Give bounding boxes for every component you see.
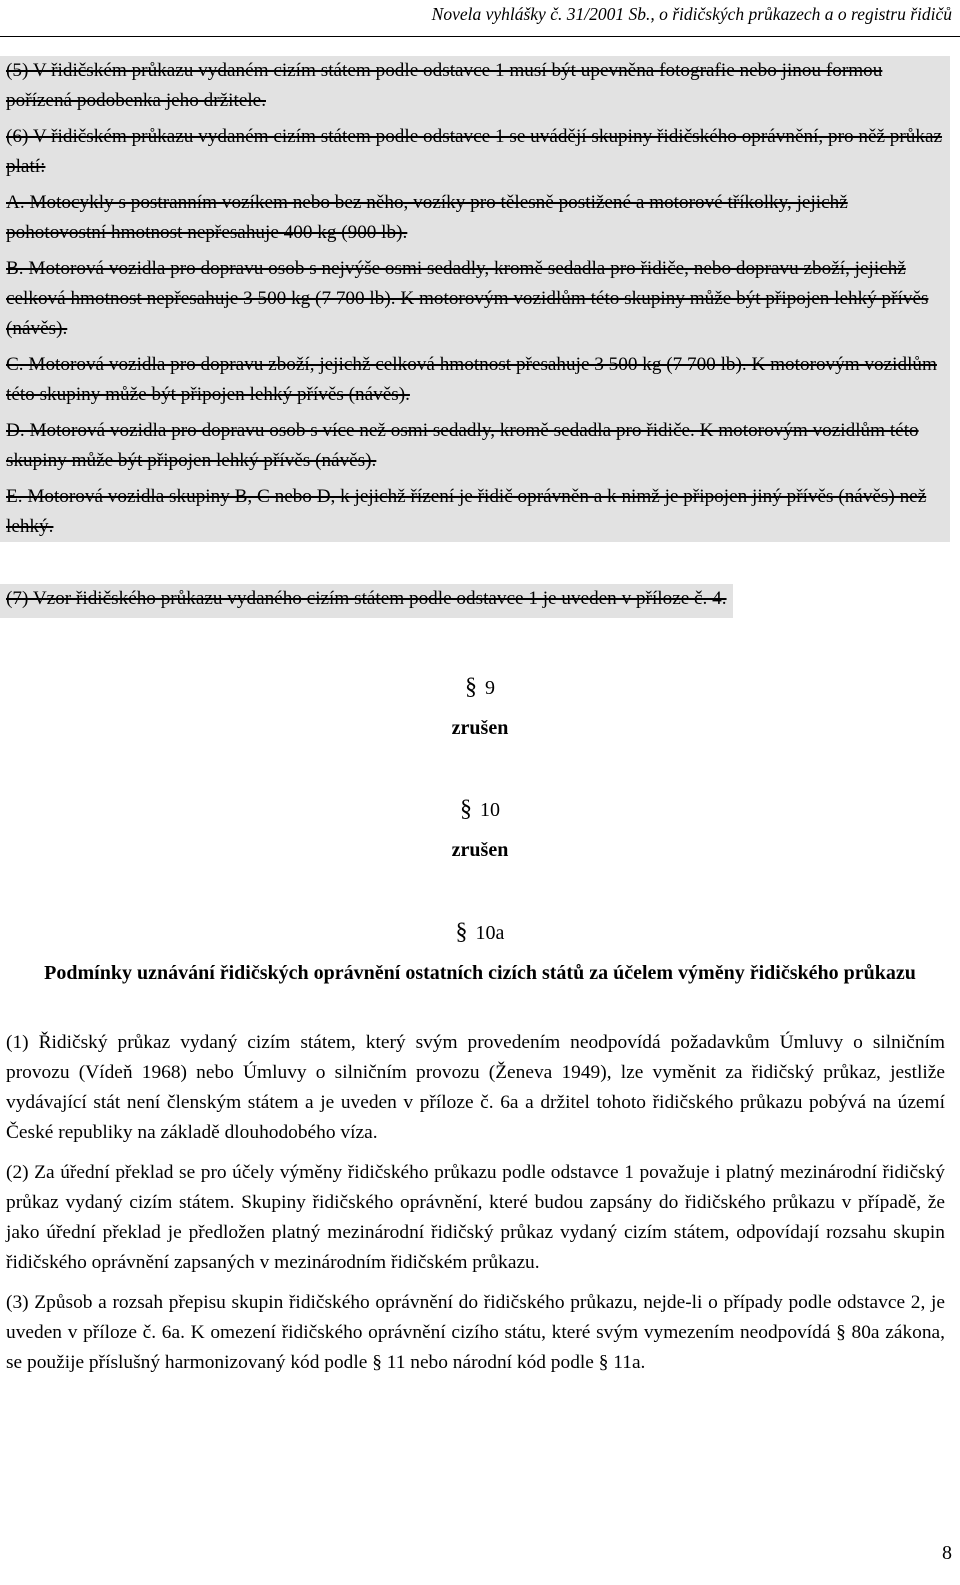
section-symbol: § xyxy=(460,796,472,822)
section-heading-10a xyxy=(0,917,960,948)
page-number: 8 xyxy=(942,1542,952,1564)
repealed-text-block xyxy=(0,56,950,542)
section-10-repealed-label: zrušen xyxy=(451,839,509,861)
repealed-paragraph-5: (5) V řidičském průkazu vydaném cizím státem podle odstavce 1 musí být upevněna fotografie nebo jinou formou pořízená podobenka jeho držitele. xyxy=(6,60,883,111)
repealed-group-e: E. Motorová vozidla skupiny B, C nebo D, k jejichž řízení je řidič oprávněn a k nimž je připojen jiný přívěs (návěs) než lehký. xyxy=(6,486,927,537)
section-number: 10 xyxy=(480,799,500,821)
paragraph-3: (3) Způsob a rozsah přepisu skupin řidičského oprávnění do řidičského průkazu, nejde-li o případy podle odstavce 2, je uveden v příloze č. 6a. K omezení řidičského oprávnění cizího státu, které svým vymezením neodpovídá § 80a zákona, se použije příslušný harmonizovaný kód podle § 11 nebo národní kód podle § 11a. xyxy=(6,1292,945,1373)
section-number: 10a xyxy=(475,922,505,944)
running-header: Novela vyhlášky č. 31/2001 Sb., o řidičských průkazech a o registru řidičů xyxy=(431,4,952,24)
section-symbol: § xyxy=(455,919,468,945)
header-rule xyxy=(0,36,960,37)
repealed-group-c: C. Motorová vozidla pro dopravu zboží, jejichž celková hmotnost přesahuje 3 500 kg (7 700 lb). K motorovým vozidlům této skupiny může být připojen lehký přívěs (návěs). xyxy=(6,354,937,405)
section-number: 9 xyxy=(485,677,495,699)
paragraph-2: (2) Za úřední překlad se pro účely výměny řidičského průkazu podle odstavce 1 považuje i platný mezinárodní řidičský průkaz vydaný cizím státem. Skupiny řidičského oprávnění, které budou zapsány do řidičského průkazu v případě, že jako úřední překlad je předložen platný mezinárodní řidičský průkaz vydaný cizím státem, odpovídají rozsahu skupin řidičského oprávnění zapsaných v mezinárodním řidičském průkazu. xyxy=(6,1162,945,1273)
paragraph-1: (1) Řidičský průkaz vydaný cizím státem, který svým provedením neodpovídá požadavkům Úmluvy o silničním provozu (Vídeň 1968) nebo Úmluvy o silničním provozu (Ženeva 1949), lze vyměnit za řidičský průkaz, jestliže vydávající stát není členským státem a je uveden v příloze č. 6a a držitel tohoto řidičského průkazu pobývá na území České republiky na základě dlouhodobého víza. xyxy=(6,1032,945,1143)
section-10a-title: Podmínky uznávání řidičských oprávnění ostatních cizích států za účelem výměny řidičského průkazu xyxy=(44,962,916,984)
section-10a-body xyxy=(0,1028,945,1388)
repealed-paragraph-6: (6) V řidičském průkazu vydaném cizím státem podle odstavce 1 se uvádějí skupiny řidičského oprávnění, pro něž průkaz platí: xyxy=(6,126,943,177)
repealed-group-a: A. Motocykly s postranním vozíkem nebo bez něho, vozíky pro tělesně postižené a motorové tříkolky, jejichž pohotovostní hmotnost nepřesahuje 400 kg (900 lb). xyxy=(6,192,848,243)
section-heading-9 xyxy=(0,672,960,703)
section-heading-10 xyxy=(0,794,960,825)
repealed-group-d: D. Motorová vozidla pro dopravu osob s více než osmi sedadly, kromě sedadla pro řidiče. K motorovým vozidlům této skupiny může být připojen lehký přívěs (návěs). xyxy=(6,420,919,471)
section-9-repealed-label: zrušen xyxy=(451,717,509,739)
repealed-paragraph-7: (7) Vzor řidičského průkazu vydaného cizím státem podle odstavce 1 je uveden v příloze č. 4. xyxy=(0,584,733,618)
repealed-group-b: B. Motorová vozidla pro dopravu osob s nejvýše osmi sedadly, kromě sedadla pro řidiče, nebo dopravu zboží, jejichž celková hmotnost nepřesahuje 3 500 kg (7 700 lb). K motorovým vozidlům této skupiny může být připojen lehký přívěs (návěs). xyxy=(6,258,929,339)
section-symbol: § xyxy=(465,674,477,700)
